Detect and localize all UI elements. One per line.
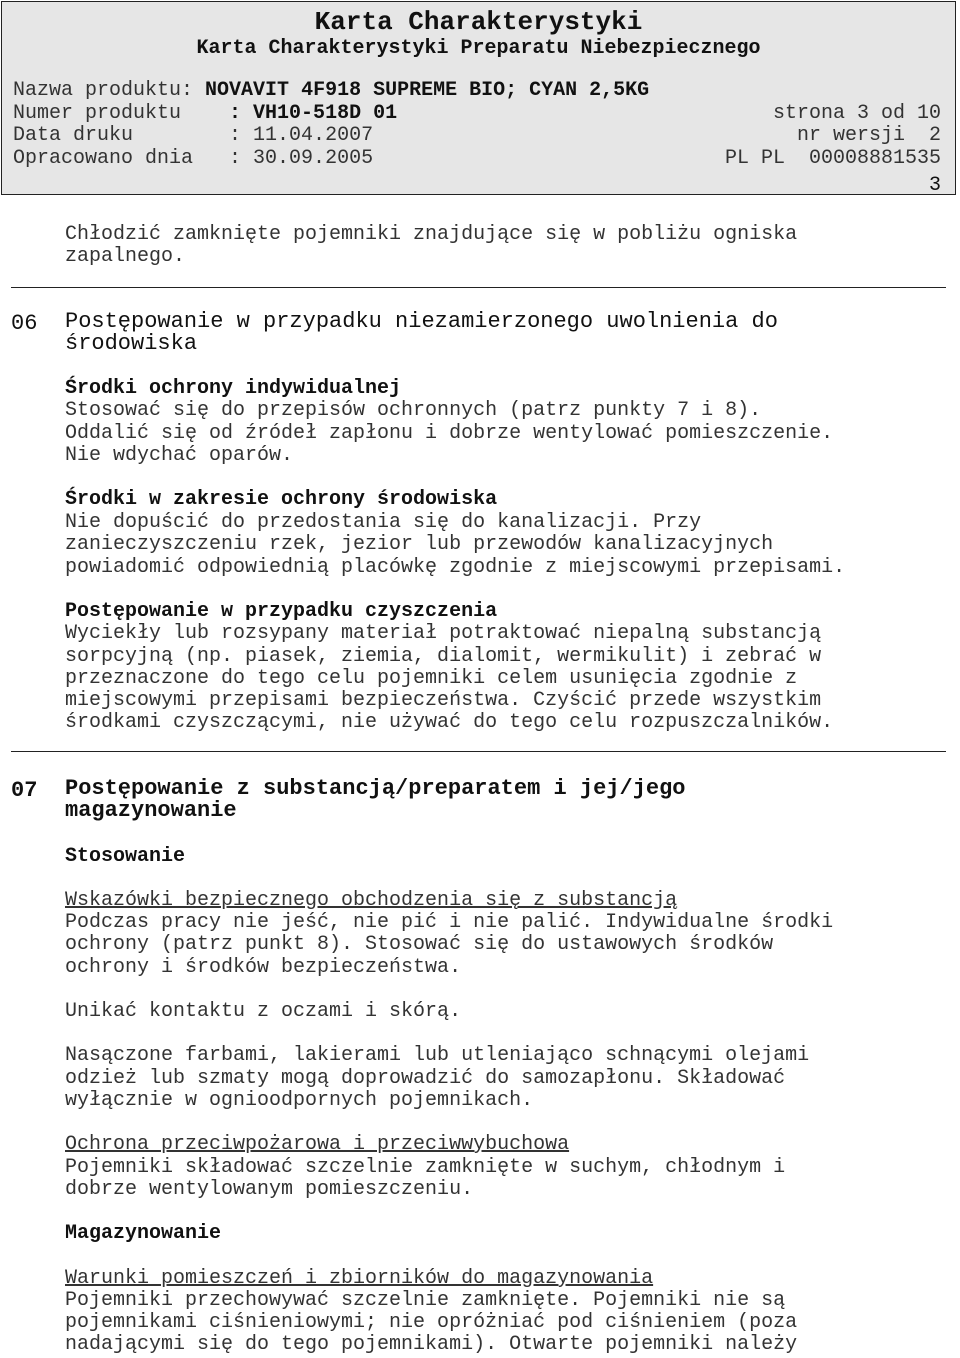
environment-protection-line: Nie dopuścić do przedostania się do kanalizacji. Przy (65, 511, 702, 534)
environment-protection-line: powiadomić odpowiednią placówkę zgodnie z miejscowymi przepisami. (65, 556, 846, 579)
safe-handling-heading: Wskazówki bezpiecznego obchodzenia się z substancją (65, 889, 678, 912)
print-date-row (13, 124, 373, 147)
fire-protection-line: Pojemniki składować szczelnie zamknięte w suchym, chłodnym i (65, 1156, 786, 1179)
header-title: Karta Charakterystyki (314, 7, 643, 37)
page-number: 3 (928, 174, 941, 197)
section-07-number: 07 (11, 778, 38, 803)
personal-protection-heading: Środki ochrony indywidualnej (65, 377, 402, 400)
storage-conditions-heading: Warunki pomieszczeń i zbiorników do magazynowania (65, 1267, 654, 1290)
usage-heading: Stosowanie (65, 845, 186, 868)
environment-protection-line: zanieczyszczeniu rzek, jezior lub przewodów kanalizacyjnych (65, 533, 774, 556)
soaked-materials-line: odzież lub szmaty mogą doprowadzić do samozapłonu. Składować (65, 1067, 786, 1090)
environment-protection-heading: Środki w zakresie ochrony środowiska (65, 488, 498, 511)
section-06-title-line-2: środowiska (65, 331, 198, 356)
soaked-materials-line: Nasączone farbami, lakierami lub utleniająco schnącymi olejami (65, 1044, 810, 1067)
cleanup-line: miejscowymi przepisami bezpieczeństwa. Czyścić przede wszystkim (65, 689, 822, 712)
intro-line-1: Chłodzić zamknięte pojemniki znajdujące się w pobliżu ogniska (65, 223, 798, 246)
safe-handling-line: Podczas pracy nie jeść, nie pić i nie palić. Indywidualne środki (65, 911, 834, 934)
storage-conditions-line: Pojemniki przechowywać szczelnie zamknięte. Pojemniki nie są (65, 1289, 786, 1312)
safe-handling-line: ochrony (patrz punkt 8). Stosować się do ustawowych środków (65, 933, 774, 956)
avoid-contact-line: Unikać kontaktu z oczami i skórą. (65, 1000, 462, 1023)
product-number-row (13, 102, 397, 125)
cleanup-heading: Postępowanie w przypadku czyszczenia (65, 600, 498, 623)
fire-protection-line: dobrze wentylowanym pomieszczeniu. (65, 1178, 474, 1201)
product-name-row (13, 79, 649, 102)
document-header (1, 1, 956, 195)
section-06-title-line-1: Postępowanie w przypadku niezamierzonego uwolnienia do (65, 309, 778, 334)
document-code: PL PL 00008881535 (724, 147, 941, 170)
version-indicator: nr wersji 2 (796, 124, 941, 147)
soaked-materials-line: wyłącznie w ognioodpornych pojemnikach. (65, 1089, 534, 1112)
print-date-value: : 11.04.2007 (229, 124, 374, 147)
safe-handling-line: ochrony i środków bezpieczeństwa. (65, 956, 462, 979)
product-name-value: NOVAVIT 4F918 SUPREME BIO; CYAN 2,5KG (205, 79, 650, 102)
cleanup-line: sorpcyjną (np. piasek, ziemia, dialomit, wermikulit) i zebrać w (65, 645, 822, 668)
storage-heading: Magazynowanie (65, 1222, 222, 1245)
personal-protection-line: Oddalić się od źródeł zapłonu i dobrze wentylować pomieszczenie. (65, 422, 834, 445)
section-divider (11, 287, 946, 288)
personal-protection-line: Nie wdychać oparów. (65, 444, 294, 467)
header-subtitle: Karta Charakterystyki Preparatu Niebezpiecznego (196, 37, 761, 60)
page-indicator: strona 3 od 10 (772, 102, 941, 125)
cleanup-line: Wyciekły lub rozsypany materiał potraktować niepalną substancją (65, 622, 822, 645)
storage-conditions-line: nadającymi się do tego pojemnikami). Otwarte pojemniki należy (65, 1333, 798, 1356)
prepared-label: Opracowano dnia (13, 147, 194, 170)
product-name-label: Nazwa produktu: (13, 79, 194, 102)
print-date-label: Data druku (13, 124, 134, 147)
storage-conditions-line: pojemnikami ciśnieniowymi; nie opróżniać pod ciśnieniem (poza (65, 1311, 798, 1334)
cleanup-line: przeznaczone do tego celu pojemniki celem usunięcia zgodnie z (65, 667, 798, 690)
intro-line-2: zapalnego. (65, 245, 186, 268)
section-divider (11, 751, 946, 752)
product-number-value: : VH10-518D 01 (229, 102, 398, 125)
section-06-number: 06 (11, 311, 38, 336)
prepared-row (13, 147, 373, 170)
fire-protection-heading: Ochrona przeciwpożarowa i przeciwwybuchowa (65, 1133, 570, 1156)
section-07-title-line-2: magazynowanie (65, 798, 237, 823)
cleanup-line: środkami czyszczącymi, nie używać do tego celu rozpuszczalników. (65, 711, 834, 734)
section-07-title-line-1: Postępowanie z substancją/preparatem i jej/jego (65, 776, 686, 801)
personal-protection-line: Stosować się do przepisów ochronnych (patrz punkty 7 i 8). (65, 399, 762, 422)
prepared-value: : 30.09.2005 (229, 147, 374, 170)
product-number-label: Numer produktu (13, 102, 182, 125)
